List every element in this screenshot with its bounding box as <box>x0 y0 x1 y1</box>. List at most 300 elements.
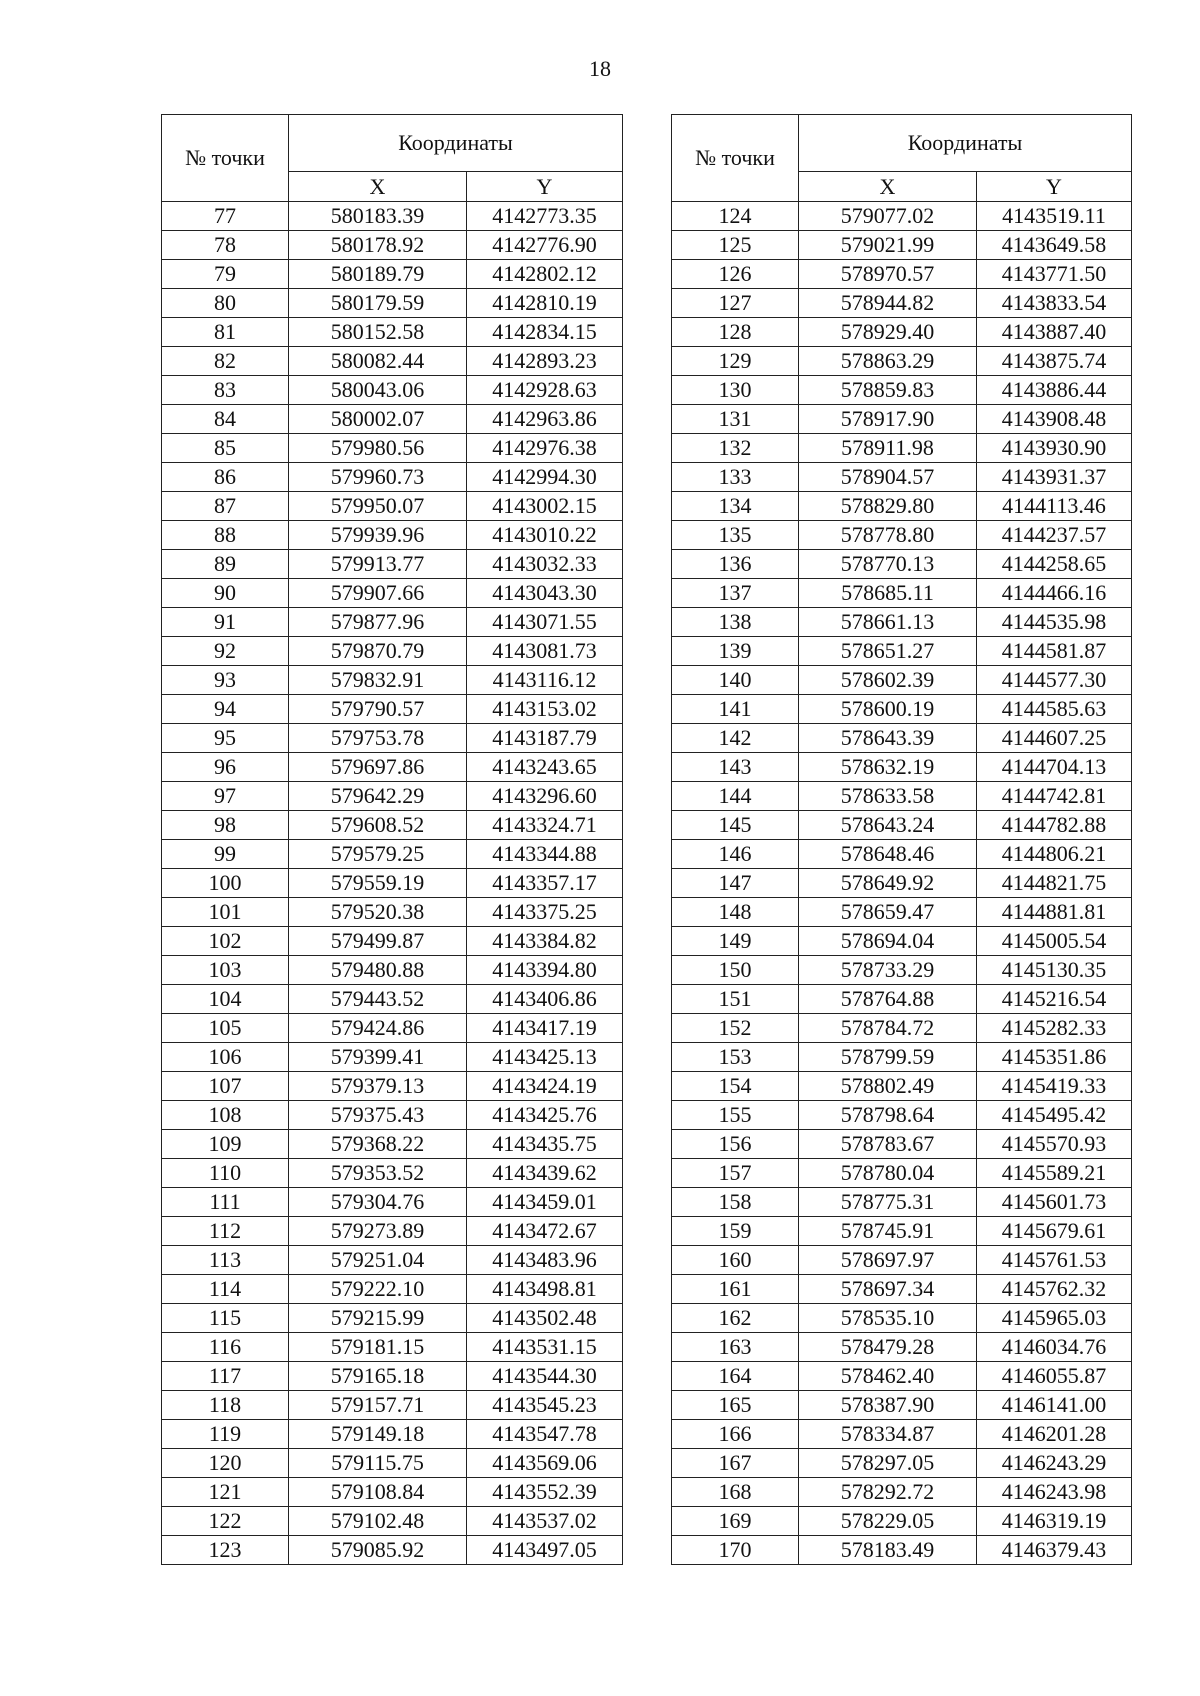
point-number-cell: 153 <box>672 1043 799 1072</box>
y-coordinate-cell: 4145762.32 <box>977 1275 1132 1304</box>
x-coordinate-cell: 578859.83 <box>799 376 977 405</box>
x-coordinate-cell: 579181.15 <box>289 1333 467 1362</box>
y-coordinate-cell: 4145965.03 <box>977 1304 1132 1333</box>
y-coordinate-cell: 4143425.76 <box>467 1101 623 1130</box>
point-number-cell: 163 <box>672 1333 799 1362</box>
x-coordinate-cell: 578535.10 <box>799 1304 977 1333</box>
y-coordinate-cell: 4143394.80 <box>467 956 623 985</box>
table-row <box>162 1275 623 1304</box>
header-y: Y <box>467 172 623 202</box>
point-number-cell: 137 <box>672 579 799 608</box>
y-coordinate-cell: 4145589.21 <box>977 1159 1132 1188</box>
x-coordinate-cell: 578798.64 <box>799 1101 977 1130</box>
point-number-cell: 143 <box>672 753 799 782</box>
x-coordinate-cell: 578643.39 <box>799 724 977 753</box>
point-number-cell: 122 <box>162 1507 289 1536</box>
point-number-cell: 89 <box>162 550 289 579</box>
y-coordinate-cell: 4143296.60 <box>467 782 623 811</box>
y-coordinate-cell: 4143930.90 <box>977 434 1132 463</box>
x-coordinate-cell: 578600.19 <box>799 695 977 724</box>
point-number-cell: 151 <box>672 985 799 1014</box>
table-row <box>672 811 1132 840</box>
table-row <box>162 1159 623 1188</box>
y-coordinate-cell: 4143472.67 <box>467 1217 623 1246</box>
y-coordinate-cell: 4143116.12 <box>467 666 623 695</box>
point-number-cell: 148 <box>672 898 799 927</box>
point-number-cell: 77 <box>162 202 289 231</box>
y-coordinate-cell: 4142776.90 <box>467 231 623 260</box>
x-coordinate-cell: 579753.78 <box>289 724 467 753</box>
y-coordinate-cell: 4145495.42 <box>977 1101 1132 1130</box>
x-coordinate-cell: 579379.13 <box>289 1072 467 1101</box>
y-coordinate-cell: 4144607.25 <box>977 724 1132 753</box>
x-coordinate-cell: 578685.11 <box>799 579 977 608</box>
y-coordinate-cell: 4143502.48 <box>467 1304 623 1333</box>
x-coordinate-cell: 578649.92 <box>799 869 977 898</box>
y-coordinate-cell: 4146201.28 <box>977 1420 1132 1449</box>
x-coordinate-cell: 579077.02 <box>799 202 977 231</box>
point-number-cell: 123 <box>162 1536 289 1565</box>
x-coordinate-cell: 578633.58 <box>799 782 977 811</box>
table-row <box>162 463 623 492</box>
x-coordinate-cell: 579499.87 <box>289 927 467 956</box>
table-row <box>672 1304 1132 1333</box>
table-body-left <box>162 202 623 1565</box>
x-coordinate-cell: 579877.96 <box>289 608 467 637</box>
x-coordinate-cell: 578917.90 <box>799 405 977 434</box>
x-coordinate-cell: 579608.52 <box>289 811 467 840</box>
point-number-cell: 169 <box>672 1507 799 1536</box>
x-coordinate-cell: 579960.73 <box>289 463 467 492</box>
y-coordinate-cell: 4144113.46 <box>977 492 1132 521</box>
y-coordinate-cell: 4144535.98 <box>977 608 1132 637</box>
y-coordinate-cell: 4144581.87 <box>977 637 1132 666</box>
y-coordinate-cell: 4143531.15 <box>467 1333 623 1362</box>
point-number-cell: 102 <box>162 927 289 956</box>
x-coordinate-cell: 578602.39 <box>799 666 977 695</box>
y-coordinate-cell: 4142893.23 <box>467 347 623 376</box>
y-coordinate-cell: 4143417.19 <box>467 1014 623 1043</box>
point-number-cell: 100 <box>162 869 289 898</box>
point-number-cell: 116 <box>162 1333 289 1362</box>
x-coordinate-cell: 578829.80 <box>799 492 977 521</box>
point-number-cell: 93 <box>162 666 289 695</box>
point-number-cell: 88 <box>162 521 289 550</box>
table-row <box>162 318 623 347</box>
point-number-cell: 95 <box>162 724 289 753</box>
y-coordinate-cell: 4144704.13 <box>977 753 1132 782</box>
table-row <box>162 985 623 1014</box>
x-coordinate-cell: 578770.13 <box>799 550 977 579</box>
table-row <box>672 724 1132 753</box>
point-number-cell: 167 <box>672 1449 799 1478</box>
y-coordinate-cell: 4143547.78 <box>467 1420 623 1449</box>
y-coordinate-cell: 4142773.35 <box>467 202 623 231</box>
table-row <box>672 695 1132 724</box>
point-number-cell: 164 <box>672 1362 799 1391</box>
page-number: 18 <box>589 56 611 81</box>
y-coordinate-cell: 4143875.74 <box>977 347 1132 376</box>
x-coordinate-cell: 578911.98 <box>799 434 977 463</box>
table-row <box>162 550 623 579</box>
x-coordinate-cell: 579353.52 <box>289 1159 467 1188</box>
y-coordinate-cell: 4143002.15 <box>467 492 623 521</box>
table-row <box>162 347 623 376</box>
y-coordinate-cell: 4143833.54 <box>977 289 1132 318</box>
x-coordinate-cell: 579304.76 <box>289 1188 467 1217</box>
x-coordinate-cell: 579222.10 <box>289 1275 467 1304</box>
table-row <box>672 202 1132 231</box>
table-row <box>672 1188 1132 1217</box>
y-coordinate-cell: 4143375.25 <box>467 898 623 927</box>
point-number-cell: 162 <box>672 1304 799 1333</box>
y-coordinate-cell: 4143931.37 <box>977 463 1132 492</box>
x-coordinate-cell: 580082.44 <box>289 347 467 376</box>
x-coordinate-cell: 580183.39 <box>289 202 467 231</box>
x-coordinate-cell: 578733.29 <box>799 956 977 985</box>
point-number-cell: 91 <box>162 608 289 637</box>
y-coordinate-cell: 4144237.57 <box>977 521 1132 550</box>
point-number-cell: 142 <box>672 724 799 753</box>
table-row <box>672 1130 1132 1159</box>
x-coordinate-cell: 578334.87 <box>799 1420 977 1449</box>
y-coordinate-cell: 4144782.88 <box>977 811 1132 840</box>
y-coordinate-cell: 4143435.75 <box>467 1130 623 1159</box>
point-number-cell: 120 <box>162 1449 289 1478</box>
point-number-cell: 119 <box>162 1420 289 1449</box>
x-coordinate-cell: 578659.47 <box>799 898 977 927</box>
x-coordinate-cell: 578632.19 <box>799 753 977 782</box>
y-coordinate-cell: 4143424.19 <box>467 1072 623 1101</box>
coordinates-table-left <box>161 114 623 1565</box>
x-coordinate-cell: 579950.07 <box>289 492 467 521</box>
y-coordinate-cell: 4144821.75 <box>977 869 1132 898</box>
table-row <box>162 1362 623 1391</box>
point-number-cell: 99 <box>162 840 289 869</box>
point-number-cell: 155 <box>672 1101 799 1130</box>
point-number-cell: 83 <box>162 376 289 405</box>
y-coordinate-cell: 4146034.76 <box>977 1333 1132 1362</box>
x-coordinate-cell: 579913.77 <box>289 550 467 579</box>
y-coordinate-cell: 4143908.48 <box>977 405 1132 434</box>
table-row <box>162 811 623 840</box>
y-coordinate-cell: 4142810.19 <box>467 289 623 318</box>
y-coordinate-cell: 4145761.53 <box>977 1246 1132 1275</box>
y-coordinate-cell: 4143519.11 <box>977 202 1132 231</box>
y-coordinate-cell: 4143324.71 <box>467 811 623 840</box>
point-number-cell: 92 <box>162 637 289 666</box>
table-row <box>162 1217 623 1246</box>
table-row <box>672 1391 1132 1420</box>
x-coordinate-cell: 578697.34 <box>799 1275 977 1304</box>
header-x: X <box>289 172 467 202</box>
x-coordinate-cell: 578783.67 <box>799 1130 977 1159</box>
y-coordinate-cell: 4143459.01 <box>467 1188 623 1217</box>
y-coordinate-cell: 4145601.73 <box>977 1188 1132 1217</box>
table-row <box>162 782 623 811</box>
point-number-cell: 133 <box>672 463 799 492</box>
y-coordinate-cell: 4144585.63 <box>977 695 1132 724</box>
table-row <box>162 927 623 956</box>
y-coordinate-cell: 4142834.15 <box>467 318 623 347</box>
point-number-cell: 109 <box>162 1130 289 1159</box>
y-coordinate-cell: 4143081.73 <box>467 637 623 666</box>
header-point-number: № точки <box>672 115 799 202</box>
point-number-cell: 103 <box>162 956 289 985</box>
y-coordinate-cell: 4145130.35 <box>977 956 1132 985</box>
point-number-cell: 134 <box>672 492 799 521</box>
point-number-cell: 125 <box>672 231 799 260</box>
x-coordinate-cell: 578929.40 <box>799 318 977 347</box>
x-coordinate-cell: 579375.43 <box>289 1101 467 1130</box>
y-coordinate-cell: 4143887.40 <box>977 318 1132 347</box>
point-number-cell: 130 <box>672 376 799 405</box>
x-coordinate-cell: 578970.57 <box>799 260 977 289</box>
x-coordinate-cell: 578643.24 <box>799 811 977 840</box>
x-coordinate-cell: 578229.05 <box>799 1507 977 1536</box>
table-row <box>672 1507 1132 1536</box>
y-coordinate-cell: 4143010.22 <box>467 521 623 550</box>
table-row <box>162 1130 623 1159</box>
table-row <box>672 1043 1132 1072</box>
x-coordinate-cell: 578462.40 <box>799 1362 977 1391</box>
x-coordinate-cell: 580189.79 <box>289 260 467 289</box>
table-row <box>162 492 623 521</box>
x-coordinate-cell: 578780.04 <box>799 1159 977 1188</box>
x-coordinate-cell: 578661.13 <box>799 608 977 637</box>
y-coordinate-cell: 4143043.30 <box>467 579 623 608</box>
table-row <box>672 376 1132 405</box>
table-row <box>672 608 1132 637</box>
y-coordinate-cell: 4143425.13 <box>467 1043 623 1072</box>
y-coordinate-cell: 4144466.16 <box>977 579 1132 608</box>
point-number-cell: 135 <box>672 521 799 550</box>
y-coordinate-cell: 4145679.61 <box>977 1217 1132 1246</box>
point-number-cell: 165 <box>672 1391 799 1420</box>
table-header-row <box>162 115 623 172</box>
y-coordinate-cell: 4142802.12 <box>467 260 623 289</box>
table-row <box>672 1072 1132 1101</box>
x-coordinate-cell: 578479.28 <box>799 1333 977 1362</box>
y-coordinate-cell: 4143243.65 <box>467 753 623 782</box>
x-coordinate-cell: 578778.80 <box>799 521 977 550</box>
x-coordinate-cell: 580152.58 <box>289 318 467 347</box>
x-coordinate-cell: 578648.46 <box>799 840 977 869</box>
table-row <box>162 840 623 869</box>
table-row <box>162 608 623 637</box>
table-row <box>162 376 623 405</box>
x-coordinate-cell: 579149.18 <box>289 1420 467 1449</box>
point-number-cell: 139 <box>672 637 799 666</box>
point-number-cell: 85 <box>162 434 289 463</box>
point-number-cell: 158 <box>672 1188 799 1217</box>
x-coordinate-cell: 578802.49 <box>799 1072 977 1101</box>
table-row <box>162 579 623 608</box>
x-coordinate-cell: 579443.52 <box>289 985 467 1014</box>
coordinates-table-right <box>671 114 1132 1565</box>
x-coordinate-cell: 578745.91 <box>799 1217 977 1246</box>
point-number-cell: 104 <box>162 985 289 1014</box>
y-coordinate-cell: 4142963.86 <box>467 405 623 434</box>
point-number-cell: 81 <box>162 318 289 347</box>
point-number-cell: 159 <box>672 1217 799 1246</box>
x-coordinate-cell: 578694.04 <box>799 927 977 956</box>
y-coordinate-cell: 4143545.23 <box>467 1391 623 1420</box>
point-number-cell: 84 <box>162 405 289 434</box>
table-row <box>162 753 623 782</box>
table-row <box>672 666 1132 695</box>
table-row <box>672 985 1132 1014</box>
x-coordinate-cell: 579697.86 <box>289 753 467 782</box>
table-row <box>672 1478 1132 1507</box>
table-row <box>162 1101 623 1130</box>
point-number-cell: 136 <box>672 550 799 579</box>
point-number-cell: 112 <box>162 1217 289 1246</box>
table-row <box>672 1420 1132 1449</box>
y-coordinate-cell: 4142976.38 <box>467 434 623 463</box>
y-coordinate-cell: 4143569.06 <box>467 1449 623 1478</box>
table-row <box>672 898 1132 927</box>
x-coordinate-cell: 578697.97 <box>799 1246 977 1275</box>
table-row <box>162 202 623 231</box>
x-coordinate-cell: 578784.72 <box>799 1014 977 1043</box>
table-row <box>672 869 1132 898</box>
table-body-right <box>672 202 1132 1565</box>
y-coordinate-cell: 4142928.63 <box>467 376 623 405</box>
x-coordinate-cell: 579157.71 <box>289 1391 467 1420</box>
x-coordinate-cell: 579399.41 <box>289 1043 467 1072</box>
point-number-cell: 150 <box>672 956 799 985</box>
point-number-cell: 121 <box>162 1478 289 1507</box>
table-row <box>162 1478 623 1507</box>
point-number-cell: 149 <box>672 927 799 956</box>
point-number-cell: 82 <box>162 347 289 376</box>
y-coordinate-cell: 4144577.30 <box>977 666 1132 695</box>
x-coordinate-cell: 579939.96 <box>289 521 467 550</box>
x-coordinate-cell: 580002.07 <box>289 405 467 434</box>
table-row <box>162 1246 623 1275</box>
point-number-cell: 87 <box>162 492 289 521</box>
table-row <box>162 724 623 753</box>
x-coordinate-cell: 578944.82 <box>799 289 977 318</box>
y-coordinate-cell: 4143498.81 <box>467 1275 623 1304</box>
y-coordinate-cell: 4146319.19 <box>977 1507 1132 1536</box>
table-row <box>162 956 623 985</box>
point-number-cell: 156 <box>672 1130 799 1159</box>
table-row <box>162 289 623 318</box>
table-row <box>672 753 1132 782</box>
point-number-cell: 140 <box>672 666 799 695</box>
table-row <box>672 1014 1132 1043</box>
point-number-cell: 106 <box>162 1043 289 1072</box>
y-coordinate-cell: 4143153.02 <box>467 695 623 724</box>
x-coordinate-cell: 578387.90 <box>799 1391 977 1420</box>
header-point-number: № точки <box>162 115 289 202</box>
point-number-cell: 154 <box>672 1072 799 1101</box>
table-row <box>672 1159 1132 1188</box>
y-coordinate-cell: 4146379.43 <box>977 1536 1132 1565</box>
y-coordinate-cell: 4143187.79 <box>467 724 623 753</box>
header-coordinates: Координаты <box>799 115 1132 172</box>
table-row <box>162 231 623 260</box>
table-row <box>672 318 1132 347</box>
point-number-cell: 114 <box>162 1275 289 1304</box>
table-row <box>672 1362 1132 1391</box>
y-coordinate-cell: 4143357.17 <box>467 869 623 898</box>
table-row <box>162 1188 623 1217</box>
point-number-cell: 115 <box>162 1304 289 1333</box>
y-coordinate-cell: 4143537.02 <box>467 1507 623 1536</box>
x-coordinate-cell: 578764.88 <box>799 985 977 1014</box>
point-number-cell: 170 <box>672 1536 799 1565</box>
point-number-cell: 105 <box>162 1014 289 1043</box>
y-coordinate-cell: 4143771.50 <box>977 260 1132 289</box>
point-number-cell: 129 <box>672 347 799 376</box>
table-row <box>672 1333 1132 1362</box>
point-number-cell: 101 <box>162 898 289 927</box>
y-coordinate-cell: 4146243.29 <box>977 1449 1132 1478</box>
point-number-cell: 152 <box>672 1014 799 1043</box>
y-coordinate-cell: 4146141.00 <box>977 1391 1132 1420</box>
table-row <box>162 1507 623 1536</box>
x-coordinate-cell: 578183.49 <box>799 1536 977 1565</box>
table-row <box>162 898 623 927</box>
table-row <box>672 463 1132 492</box>
y-coordinate-cell: 4143439.62 <box>467 1159 623 1188</box>
point-number-cell: 94 <box>162 695 289 724</box>
y-coordinate-cell: 4143886.44 <box>977 376 1132 405</box>
x-coordinate-cell: 579021.99 <box>799 231 977 260</box>
table-row <box>672 956 1132 985</box>
table-row <box>672 840 1132 869</box>
x-coordinate-cell: 579907.66 <box>289 579 467 608</box>
table-row <box>672 782 1132 811</box>
table-row <box>162 260 623 289</box>
y-coordinate-cell: 4143344.88 <box>467 840 623 869</box>
x-coordinate-cell: 579115.75 <box>289 1449 467 1478</box>
y-coordinate-cell: 4144806.21 <box>977 840 1132 869</box>
table-row <box>162 521 623 550</box>
point-number-cell: 128 <box>672 318 799 347</box>
point-number-cell: 132 <box>672 434 799 463</box>
point-number-cell: 144 <box>672 782 799 811</box>
y-coordinate-cell: 4144881.81 <box>977 898 1132 927</box>
x-coordinate-cell: 578863.29 <box>799 347 977 376</box>
table-row <box>162 1333 623 1362</box>
x-coordinate-cell: 578297.05 <box>799 1449 977 1478</box>
y-coordinate-cell: 4144258.65 <box>977 550 1132 579</box>
x-coordinate-cell: 579424.86 <box>289 1014 467 1043</box>
table-row <box>672 492 1132 521</box>
point-number-cell: 124 <box>672 202 799 231</box>
x-coordinate-cell: 578904.57 <box>799 463 977 492</box>
y-coordinate-cell: 4142994.30 <box>467 463 623 492</box>
x-coordinate-cell: 578775.31 <box>799 1188 977 1217</box>
y-coordinate-cell: 4145282.33 <box>977 1014 1132 1043</box>
table-row <box>672 637 1132 666</box>
point-number-cell: 166 <box>672 1420 799 1449</box>
y-coordinate-cell: 4143497.05 <box>467 1536 623 1565</box>
table-row <box>162 434 623 463</box>
point-number-cell: 161 <box>672 1275 799 1304</box>
header-y: Y <box>977 172 1132 202</box>
point-number-cell: 141 <box>672 695 799 724</box>
table-row <box>672 405 1132 434</box>
point-number-cell: 98 <box>162 811 289 840</box>
point-number-cell: 111 <box>162 1188 289 1217</box>
y-coordinate-cell: 4145216.54 <box>977 985 1132 1014</box>
table-row <box>672 1449 1132 1478</box>
